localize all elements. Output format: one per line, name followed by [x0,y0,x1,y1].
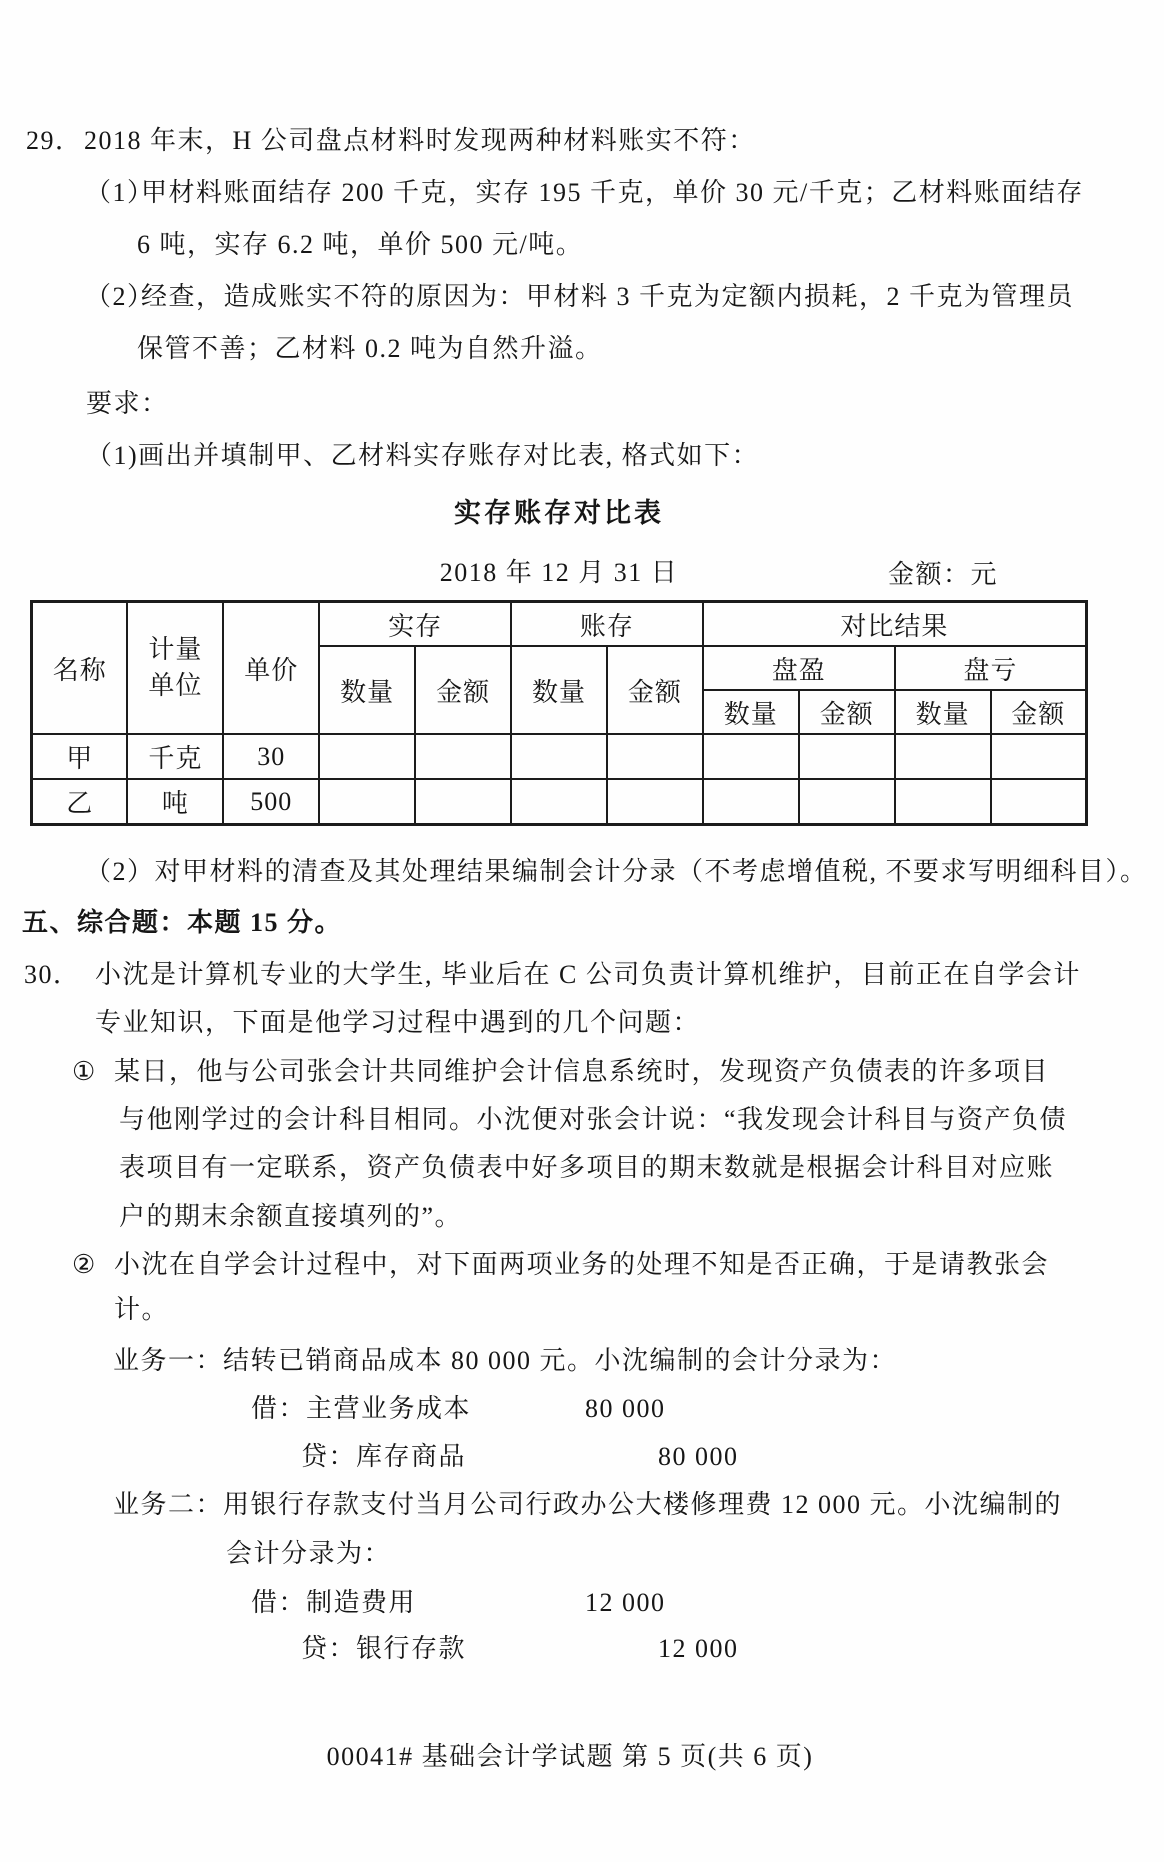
header-shortage-amt: 金额 [991,690,1087,734]
header-result: 对比结果 [703,602,1087,647]
cell-empty [991,779,1087,825]
section-5-heading: 五、综合题：本题 15 分。 [22,908,343,937]
table-date: 2018 年 12 月 31 日 [439,558,679,587]
cell-empty [319,734,415,779]
header-shortage: 盘亏 [895,646,1087,690]
header-actual-qty: 数量 [319,646,415,734]
biz1-intro: 业务一：结转已销商品成本 80 000 元。小沈编制的会计分录为： [113,1346,898,1375]
biz2-credit-amount: 12 000 [658,1634,739,1663]
header-book-amt: 金额 [607,646,703,734]
question-30-line2: 专业知识，下面是他学习过程中遇到的几个问题： [95,1008,701,1037]
table-title: 实存账存对比表 [454,498,664,528]
requirement-2: （2）对甲材料的清查及其处理结果编制会计分录（不考虑增值税, 不要求写明细科目）。 [85,857,1148,886]
cell-empty [799,779,895,825]
biz2-intro-line2: 会计分录为： [226,1539,392,1568]
cell-empty [415,779,511,825]
header-book: 账存 [511,602,703,647]
q29-item1-line1: 甲材料账面结存 200 千克，实存 195 千克，单价 30 元/千克；乙材料账面结存 [141,178,1084,207]
point-1-line3: 表项目有一定联系，资产负债表中好多项目的期末数就是根据会计科目对应账 [119,1153,1055,1182]
table-row-a [32,734,1087,779]
cell-empty [703,779,799,825]
question-29-number: 29． [26,126,83,155]
header-actual-amt: 金额 [415,646,511,734]
header-unit-line1: 计量 [148,635,203,664]
biz2-intro-line1: 业务二：用银行存款支付当月公司行政办公大楼修理费 12 000 元。小沈编制的 [113,1490,1063,1519]
header-overage-amt: 金额 [799,690,895,734]
header-book-qty: 数量 [511,646,607,734]
point-1-line2: 与他刚学过的会计科目相同。小沈便对张会计说：“我发现会计科目与资产负债 [119,1105,1068,1134]
biz2-debit-label: 借：制造费用 [251,1588,417,1617]
table-row-b [32,779,1087,825]
q29-item1-marker: （1） [85,178,155,207]
biz1-debit-label: 借：主营业务成本 [251,1394,472,1423]
requirement-label: 要求： [86,389,169,418]
biz2-credit-label: 贷：银行存款 [301,1634,467,1663]
header-name: 名称 [32,602,128,735]
requirement-1: （1)画出并填制甲、乙材料实存账存对比表, 格式如下： [86,441,760,470]
point-1-line1: 某日，他与公司张会计共同维护会计信息系统时，发现资产负债表的许多项目 [114,1057,1050,1086]
cell-empty [511,734,607,779]
cell-unit: 吨 [127,779,223,825]
question-30-line1: 小沈是计算机专业的大学生, 毕业后在 C 公司负责计算机维护，目前正在自学会计 [95,960,1081,989]
header-unit-line2: 单位 [148,671,203,700]
cell-empty [511,779,607,825]
header-price: 单价 [223,602,319,735]
point-2-line2: 计。 [114,1295,170,1324]
header-overage: 盘盈 [703,646,895,690]
cell-empty [895,734,991,779]
q29-item2-line1: 经查，造成账实不符的原因为：甲材料 3 千克为定额内损耗，2 千克为管理员 [141,282,1075,311]
q29-item1-line2: 6 吨，实存 6.2 吨，单价 500 元/吨。 [137,230,584,259]
cell-empty [991,734,1087,779]
question-30-number: 30． [24,960,81,989]
cell-empty [703,734,799,779]
table-unit-note: 金额：元 [888,560,999,589]
header-unit [127,602,223,735]
header-shortage-qty: 数量 [895,690,991,734]
comparison-table [30,600,1088,826]
cell-price: 500 [223,779,319,825]
header-overage-qty: 数量 [703,690,799,734]
biz1-debit-amount: 80 000 [585,1394,666,1423]
cell-price: 30 [223,734,319,779]
cell-name: 甲 [32,734,128,779]
point-1-marker: ① [72,1057,97,1086]
biz2-debit-amount: 12 000 [585,1588,666,1617]
biz1-credit-label: 贷：库存商品 [301,1442,467,1471]
point-1-line4: 户的期末余额直接填列的”。 [119,1202,463,1231]
cell-empty [799,734,895,779]
cell-empty [319,779,415,825]
point-2-line1: 小沈在自学会计过程中，对下面两项业务的处理不知是否正确，于是请教张会 [114,1250,1050,1279]
question-29-intro: 2018 年末，H 公司盘点材料时发现两种材料账实不符： [84,126,756,155]
biz1-credit-amount: 80 000 [658,1442,739,1471]
cell-empty [415,734,511,779]
point-2-marker: ② [72,1250,97,1279]
header-actual: 实存 [319,602,511,647]
q29-item2-marker: （2） [85,282,155,311]
page-footer: 00041# 基础会计学试题 第 5 页(共 6 页) [326,1742,814,1771]
cell-empty [607,734,703,779]
cell-empty [607,779,703,825]
q29-item2-line2: 保管不善；乙材料 0.2 吨为自然升溢。 [137,334,603,363]
cell-empty [895,779,991,825]
cell-name: 乙 [32,779,128,825]
cell-unit: 千克 [127,734,223,779]
